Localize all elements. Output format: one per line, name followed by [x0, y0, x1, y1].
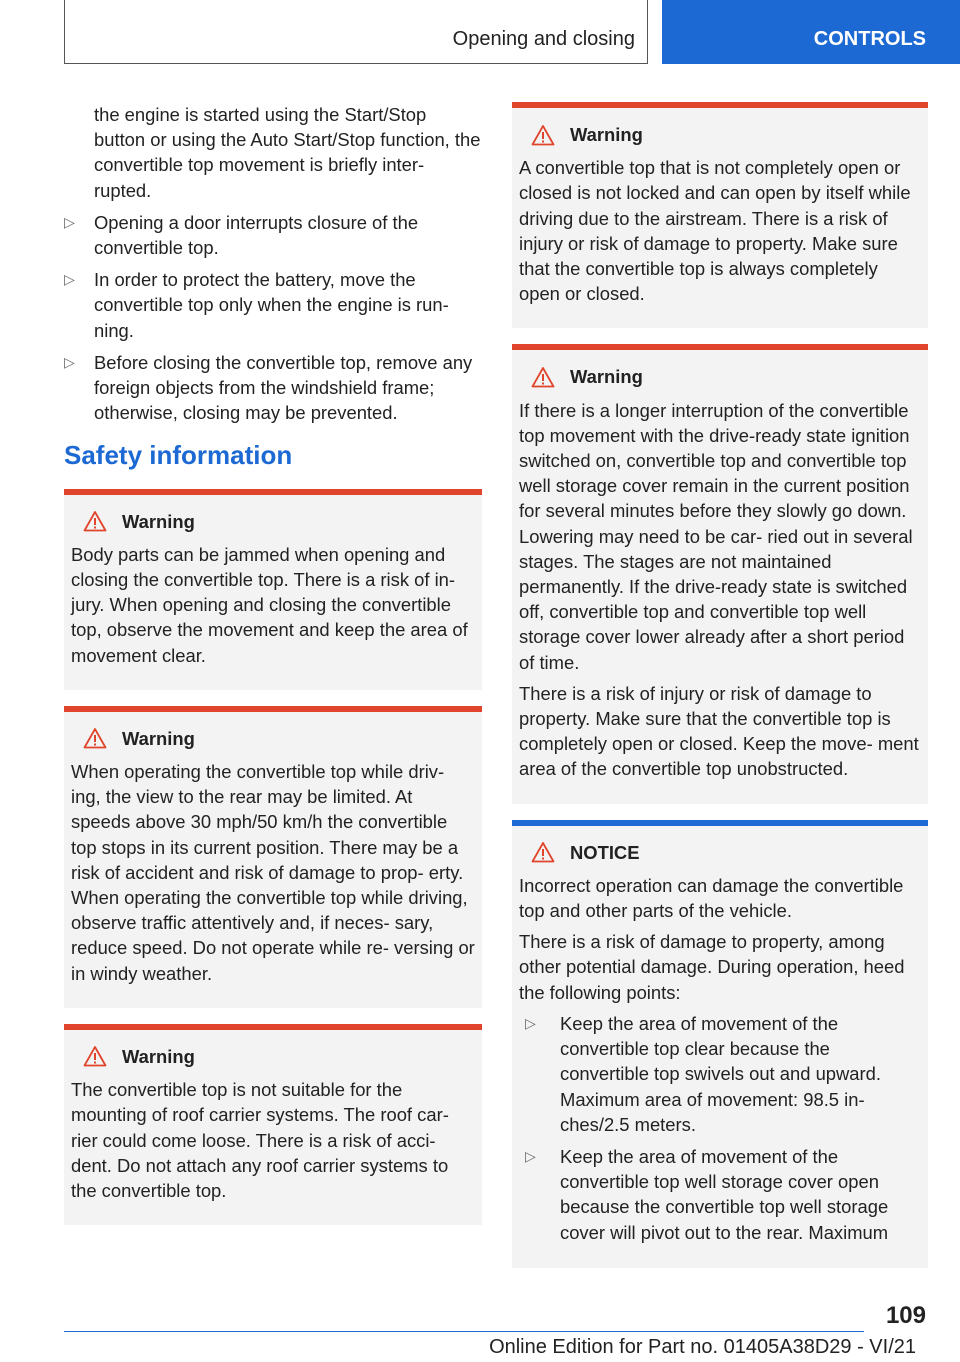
- warning-box: [64, 489, 482, 690]
- warning-box: [64, 706, 482, 1008]
- warning-title: Warning: [519, 364, 921, 389]
- bullet-item: ▷ Before closing the convertible top, remove any foreign objects from the windshield frame; otherwise, closing may be prevented.: [64, 350, 482, 426]
- warning-triangle-icon: [531, 841, 555, 863]
- warning-triangle-icon: [531, 124, 555, 146]
- warning-text: If there is a longer interruption of the convertible top movement with the drive-ready state ignition switched on, convertible top and convertible top well storage cover remain in the current position for several minutes before they slowly go down. Lowering may need to be car- ried out in several stages. The stages are not maintained permanently. If the drive-ready state is switched off, convertible top and convertible top well storage cover lower already after a short period of time.: [519, 399, 913, 673]
- chapter-title: CONTROLS: [813, 28, 926, 50]
- edition-footer[interactable]: Online Edition for Part no. 01405A38D29 - VI/21: [489, 1336, 916, 1358]
- notice-title: NOTICE: [519, 840, 921, 865]
- triangle-bullet-icon: ▷: [64, 213, 75, 230]
- triangle-bullet-icon: ▷: [525, 1014, 536, 1031]
- notice-text: Incorrect operation can damage the convertible top and other parts of the vehicle.: [519, 874, 904, 922]
- right-column: [512, 102, 928, 1284]
- warning-title: Warning: [71, 1044, 475, 1069]
- warning-text: A convertible top that is not completely open or closed is not locked and can open by itself while driving due to the airstream. There is a risk of injury or risk of damage to property. Make sure that the convertible top is always completely open or closed.: [519, 157, 911, 305]
- notice-bullet-item: ▷ Keep the area of movement of the convertible top clear because the convertible top swivels out and upward. Maximum area of movement: 98.5 in- ches/2.5 meters.: [519, 1011, 921, 1137]
- warning-triangle-icon: [83, 727, 107, 749]
- warning-triangle-icon: [531, 366, 555, 388]
- warning-title: Warning: [71, 509, 475, 534]
- header-chapter-tab[interactable]: [662, 0, 960, 64]
- warning-title: Warning: [519, 122, 921, 147]
- notice-bullet-item: ▷ Keep the area of movement of the convertible top well storage cover open because the convertible top well storage cover will pivot out to the rear. Maximum: [519, 1144, 921, 1245]
- page-number: 109: [885, 1302, 926, 1329]
- warning-title: Warning: [71, 726, 475, 751]
- section-heading: Safety information: [64, 440, 293, 471]
- header-section-box: [64, 0, 648, 64]
- notice-box: [512, 820, 928, 1268]
- warning-text: Body parts can be jammed when opening and closing the convertible top. There is a risk of in- jury. When opening and closing the convertible top, observe the movement and keep the area of movement clear.: [71, 543, 468, 666]
- warning-text: There is a risk of injury or risk of damage to property. Make sure that the convertible top is completely open or closed. Keep the move- ment area of the convertible top unobstructed.: [519, 682, 919, 780]
- bullet-item: ▷ In order to protect the battery, move the convertible top only when the engine is run- ning.: [64, 267, 482, 343]
- bullet-item: ▷ Opening a door interrupts closure of the convertible top.: [64, 210, 482, 260]
- left-column: [64, 102, 482, 1241]
- warning-triangle-icon: [83, 1045, 107, 1067]
- triangle-bullet-icon: ▷: [64, 271, 75, 288]
- triangle-bullet-icon: ▷: [525, 1147, 536, 1164]
- intro-continuation: the engine is started using the Start/Stop button or using the Auto Start/Stop function, the convertible top movement is briefly inter- rupted.: [94, 104, 481, 201]
- footer-divider: [64, 1331, 864, 1332]
- warning-box: [64, 1024, 482, 1225]
- notice-text: There is a risk of damage to property, among other potential damage. During operation, heed the following points:: [519, 931, 905, 1003]
- triangle-bullet-icon: ▷: [64, 353, 75, 370]
- warning-text: The convertible top is not suitable for the mounting of roof carrier systems. The roof car- rier could come loose. There is a risk of acci- dent. Do not attach any roof carrier systems to the convertible top.: [71, 1079, 449, 1201]
- warning-box: [512, 102, 928, 328]
- warning-box: [512, 344, 928, 803]
- section-title: Opening and closing: [452, 28, 635, 50]
- warning-text: When operating the convertible top while driv- ing, the view to the rear may be limited. At speeds above 30 mph/50 km/h the convertible top stops in its current position. There may be a risk of accident and risk of damage to prop- erty. When operating the convertible top while driving, observe traffic attentively and, if neces- sary, reduce speed. Do not operate while re- versing or in windy weather.: [71, 761, 475, 984]
- warning-triangle-icon: [83, 510, 107, 532]
